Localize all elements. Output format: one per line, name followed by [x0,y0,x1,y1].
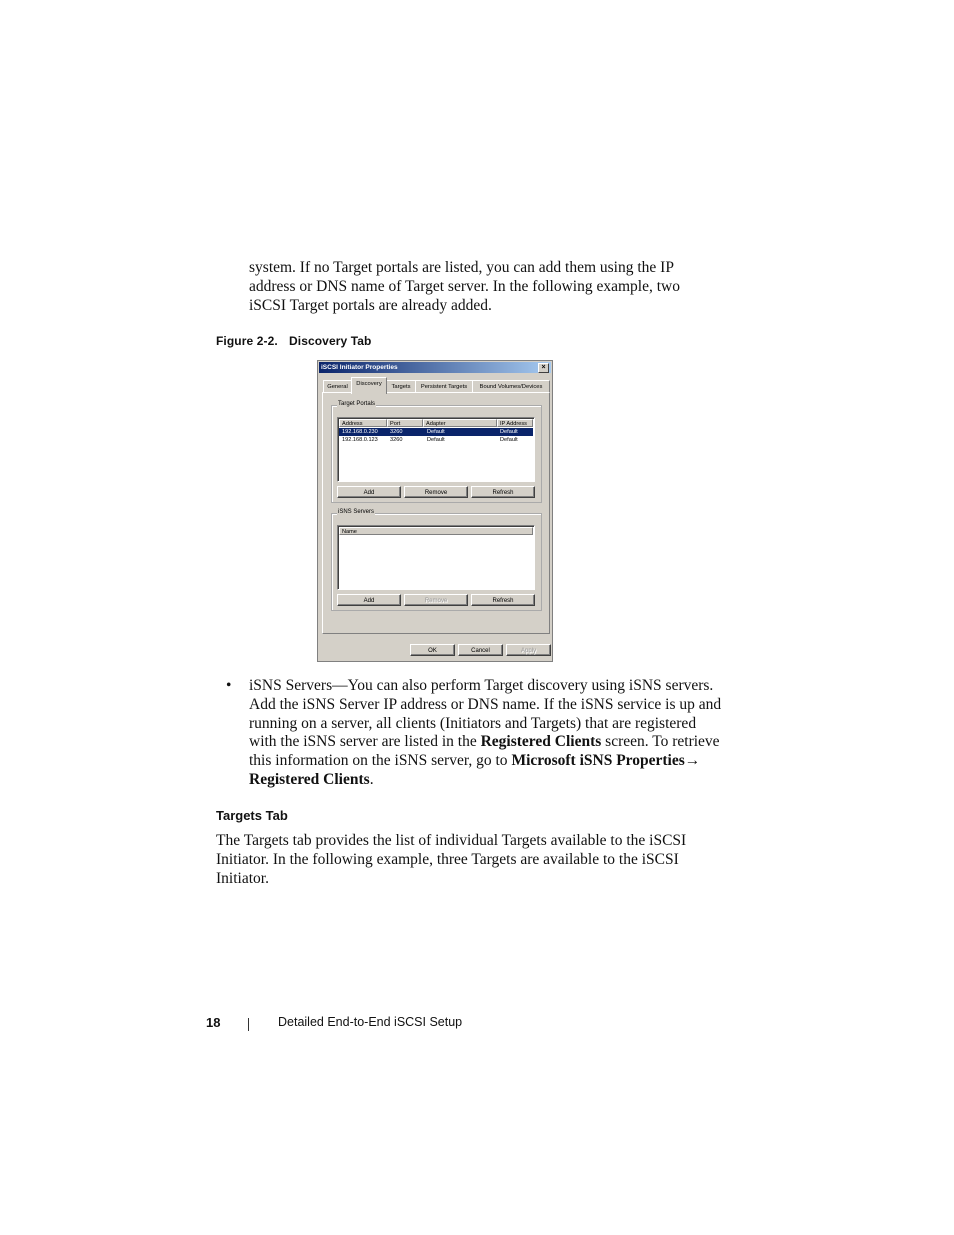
cancel-button[interactable]: Cancel [458,644,503,656]
refresh-isns-button[interactable]: Refresh [471,594,535,606]
cell-address: 192.168.0.123 [342,437,378,443]
tab-general[interactable]: General [323,380,352,393]
table-row[interactable] [339,436,533,444]
ok-button[interactable]: OK [410,644,455,656]
isns-servers-label: iSNS Servers [338,509,375,515]
tab-targets[interactable]: Targets [386,380,416,393]
dialog-title: iSCSI Initiator Properties [321,364,398,371]
section-heading: Targets Tab [216,808,288,823]
close-icon[interactable]: × [538,363,549,373]
refresh-portals-button[interactable]: Refresh [471,486,535,498]
column-header-port[interactable]: Port [387,419,423,427]
isns-servers-list[interactable] [337,525,535,590]
remove-portal-button[interactable]: Remove [404,486,468,498]
cell-ip-address: Default [500,437,518,443]
tab-bound-volumes[interactable]: Bound Volumes/Devices [472,380,550,393]
cell-port: 3260 [390,429,403,435]
isns-servers-bullet [249,677,724,790]
registered-clients-term: Registered Clients [480,733,602,751]
target-portals-label: Target Portals [338,401,376,407]
cell-address: 192.168.0.230 [342,429,378,435]
tab-discovery[interactable]: Discovery [351,377,387,394]
dialog-titlebar [319,362,551,373]
cell-port: 3260 [390,437,403,443]
isns-servers-group [331,509,542,611]
cell-adapter: Default [427,437,445,443]
menu-arrow: → [684,752,701,770]
cell-adapter: Default [427,429,445,435]
column-header-ip-address[interactable]: IP Address [497,419,533,427]
intro-paragraph: system. If no Target portals are listed, you can add them using the IP address or DNS name of Target server. In the following example, two iSCSI Target portals are already added. [249,259,680,314]
registered-clients-path-term: Registered Clients [249,770,370,788]
bullet-mid-text: screen. To retrieve this information on the iSNS server, go to [249,733,720,770]
add-portal-button[interactable]: Add [337,486,401,498]
footer-title: Detailed End-to-End iSCSI Setup [278,1015,463,1029]
discovery-tab-panel [322,392,550,634]
tab-persistent-targets[interactable]: Persistent Targets [415,380,473,393]
add-isns-button[interactable]: Add [337,594,401,606]
bullet-glyph: • [226,677,232,694]
target-portals-list[interactable] [337,417,535,482]
column-header-name[interactable]: Name [339,527,533,535]
apply-button[interactable]: Apply [506,644,551,656]
target-portals-group [331,401,542,503]
figure-title: Discovery Tab [289,334,372,348]
column-header-adapter[interactable]: Adapter [423,419,497,427]
remove-isns-button[interactable]: Remove [404,594,468,606]
page-number: 18 [206,1015,221,1030]
bullet-end: . [369,770,374,788]
iscsi-properties-dialog [317,360,553,662]
section-body: The Targets tab provides the list of individual Targets available to the iSCSI Initiator. In the following example, three Targets are available to the iSCSI Initiator. [216,832,687,887]
table-row[interactable] [339,428,533,436]
cell-ip-address: Default [500,429,518,435]
figure-number: Figure 2-2. [216,334,278,348]
footer-divider [248,1018,249,1031]
microsoft-isns-properties-term: Microsoft iSNS Properties [511,752,685,770]
bullet-lead-text: iSNS Servers—You can also perform Target discovery using iSNS servers. Add the iSNS Server IP address or DNS name. If the iSNS service is up and running on a server, all clients (Initiators and Targets) that are registered with the iSNS server are listed in the [249,677,722,751]
column-header-address[interactable]: Address [339,419,387,427]
figure-caption [216,334,371,348]
